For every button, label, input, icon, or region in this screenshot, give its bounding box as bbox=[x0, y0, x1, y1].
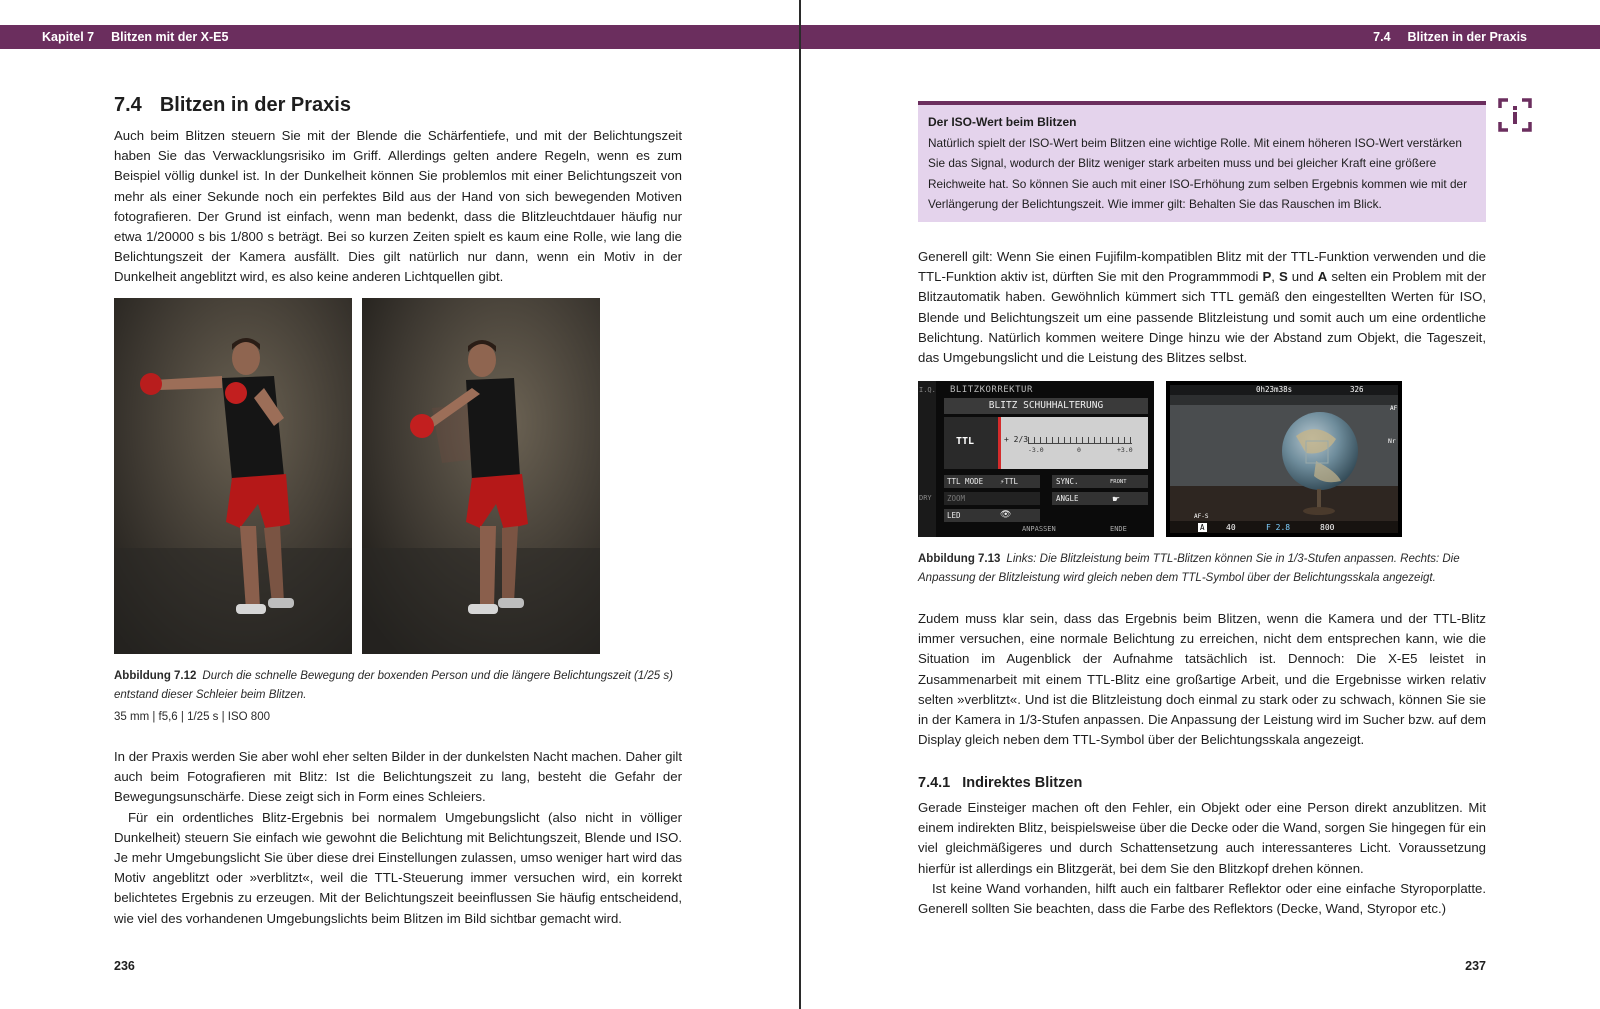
paragraph: In der Praxis werden Sie aber wohl eher selten Bilder in der dunkelsten Nacht machen. Daher gilt auch beim Fotografieren mit Blitz: Ist die Belichtungszeit zu lang, besteht die Gefahr der Bewegungsunschärfe. Diese zeigt sich in Form eines Schleiers. bbox=[114, 749, 682, 805]
menu-value: + 2/3 bbox=[1004, 435, 1029, 444]
info-icon bbox=[1498, 98, 1532, 132]
book-spine bbox=[799, 0, 801, 1009]
hand-icon: ☛ bbox=[1112, 494, 1121, 504]
paragraph: Ist keine Wand vorhanden, hilft auch ein faltbarer Reflektor oder eine einfache Styroporplatte. Generell sollten Sie beachten, dass die Farbe des Reflektors (Decke, Wand, Styropor etc.) bbox=[918, 880, 1486, 917]
header-section: 7.4 bbox=[1373, 30, 1391, 44]
info-box bbox=[918, 101, 1486, 222]
text-span: Generell gilt: Wenn Sie einen Fujifilm-kompatiblen Blitz mit der TTL-Funktion verwenden und die TTL-Funktion aktiv ist, dürften Sie mit den Programmmodi bbox=[918, 249, 1486, 285]
header-section-title: Blitzen in der Praxis bbox=[1407, 30, 1527, 44]
figure-label: Abbildung 7.13 bbox=[918, 553, 1001, 565]
vf-right-nr: Nr bbox=[1388, 437, 1396, 445]
separator: , bbox=[1271, 269, 1279, 285]
paragraph: Für ein ordentliches Blitz-Ergebnis bei normalem Umgebungslicht (also nicht in völliger Dunkelheit) steuern Sie einfach wie gewohnt die Belichtung mit Belichtungszeit, Blende und ISO. Je mehr Umgebungslicht Sie über diese drei Einstellungen zulassen, umso weniger hart wird das Motiv angeblitzt oder »verblitzt«, weil die TTL-Steuerung immer versuchen wird, ein korrekt belichtetes Ergebnis zu erzeugen. Mit der Belichtungszeit beeinflussen Sie häufig entscheidend, wie viel des vorhandenen Umgebungslichts beim Blitzen im Bild sichtbar gemacht wird. bbox=[114, 809, 682, 926]
figure-caption-text: Links: Die Blitzleistung beim TTL-Blitzen können Sie in 1/3-Stufen anpassen. Rechts: Die Anpassung der Blitzleistung wird gleich neben dem TTL-Symbol über der Belichtungsskala angezeigt. bbox=[918, 553, 1460, 584]
menu-scale-min: -3.0 bbox=[1028, 446, 1044, 454]
menu-mode: TTL bbox=[956, 436, 975, 447]
header-chapter: Kapitel 7 bbox=[42, 30, 95, 44]
camera-menu-screenshot bbox=[918, 381, 1154, 537]
mode-p: P bbox=[1262, 269, 1272, 285]
vf-shooting-mode: A bbox=[1200, 523, 1205, 532]
menu-scale-mid: 0 bbox=[1077, 446, 1081, 454]
menu-ttl-mode-label: TTL MODE bbox=[947, 477, 984, 486]
menu-ttl-mode-value: ⚡TTL bbox=[1000, 477, 1019, 486]
menu-subtitle: BLITZ SCHUHHALTERUNG bbox=[988, 400, 1104, 411]
menu-side-iq: I.Q. bbox=[919, 386, 936, 394]
boxer-photo-1 bbox=[114, 298, 352, 654]
separator: und bbox=[1287, 269, 1318, 285]
menu-title: BLITZKORREKTUR bbox=[950, 385, 1033, 395]
vf-iso: 800 bbox=[1320, 523, 1335, 532]
info-box-title: Der ISO-Wert beim Blitzen bbox=[928, 115, 1077, 129]
menu-sync-label: SYNC. bbox=[1056, 477, 1079, 486]
menu-zoom-label: ZOOM bbox=[947, 494, 966, 503]
menu-angle-label: ANGLE bbox=[1056, 494, 1079, 503]
mode-s: S bbox=[1278, 269, 1288, 285]
menu-footer-adjust: ANPASSEN bbox=[1022, 525, 1056, 533]
exif-meta: 35 mm | f5,6 | 1/25 s | ISO 800 bbox=[114, 711, 270, 723]
mode-a: A bbox=[1317, 269, 1328, 285]
figure-caption bbox=[918, 550, 1486, 587]
vf-shutter: 40 bbox=[1226, 523, 1236, 532]
menu-sync-value: FRONT bbox=[1110, 479, 1127, 485]
section-heading bbox=[114, 94, 351, 117]
vf-right-af: AF bbox=[1390, 405, 1398, 412]
info-box-text: Natürlich spielt der ISO-Wert beim Blitzen eine wichtige Rolle. Mit einem höheren ISO-Wert verstärken Sie das Signal, wodurch der Blitz weniger stark arbeiten muss und bei gleicher Kraft eine größere Reichweite hat. So können Sie auch mit einer ISO-Erhöhung zum selben Ergebnis kommen wie mit der Verlängerung der Belichtungszeit. Wie immer gilt: Behalten Sie das Rauschen im Blick. bbox=[928, 136, 1467, 212]
header-chapter-title: Blitzen mit der X-E5 bbox=[111, 30, 229, 44]
paragraph: Gerade Einsteiger machen oft den Fehler, ein Objekt oder eine Person direkt anzublitzen. Mit einem indirekten Blitz, beispielsweise über die Decke oder die Wand, sorgen Sie hingegen für ein viel gleichmäßigeres und durch Schattensetzung auch interessanteres Licht. Voraussetzung hierfür ist allerdings ein Blitzgerät, bei dem Sie den Blitzkopf drehen können. bbox=[918, 800, 1486, 876]
menu-scale-max: +3.0 bbox=[1117, 446, 1133, 454]
subsection-heading bbox=[918, 775, 1082, 791]
menu-footer-end: ENDE bbox=[1110, 525, 1127, 533]
figure-caption-text: Durch die schnelle Bewegung der boxenden Person und die längere Belichtungszeit (1/25 s) entstand dieser Schleier beim Blitzen. bbox=[114, 670, 673, 701]
section-number: 7.4 bbox=[114, 94, 142, 116]
eye-icon: 👁 bbox=[1000, 509, 1012, 519]
left-page bbox=[114, 0, 682, 1009]
paragraph: Zudem muss klar sein, dass das Ergebnis beim Blitzen, wenn die Kamera und der TTL-Blitz immer versuchen, eine normale Belichtung zu erreichen, nicht dem entsprechen kann, wie die Situation im Augenblick der Aufnahme tatsächlich ist. Dennoch: Die X-E5 leistet in Zusammenarbeit mit einem TTL-Blitz eine großartige Arbeit, und die Ergebnisse wirken relativ selten »verblitzt«. Und ist die Blitzleistung doch einmal zu stark oder zu schwach, können Sie sie in der Kamera in 1/3-Stufen anpassen. Die Anpassung der Leistung wird im Sucher bzw. auf dem Display gleich neben dem TTL-Symbol über der Belichtungsskala angezeigt. bbox=[918, 611, 1486, 748]
text-span: selten ein Problem mit der Blitzautomatik haben. Gewöhnlich kümmert sich TTL gemäß den eingestellten Werten für ISO, Blende und Belichtungszeit um eine passende Blitzleistung und somit auch um eine ordentliche Belichtung. Natürlich kommen weitere Dinge hinzu wie der Abstand zum Objekt, die Tageszeit, das Umgebungslicht und die Leistung des Blitzes selbst. bbox=[918, 269, 1486, 366]
vf-shots: 326 bbox=[1350, 385, 1364, 394]
vf-aperture: F 2.8 bbox=[1266, 523, 1291, 532]
subsection-title: Indirektes Blitzen bbox=[962, 775, 1083, 791]
boxer-photo-2 bbox=[362, 298, 600, 654]
subsection-number: 7.4.1 bbox=[918, 775, 951, 791]
figure-label: Abbildung 7.12 bbox=[114, 670, 197, 682]
figure-caption bbox=[114, 667, 682, 704]
viewfinder-screenshot bbox=[1166, 381, 1402, 537]
page-number-right: 237 bbox=[1465, 959, 1486, 973]
right-page bbox=[918, 0, 1486, 1009]
vf-focus-mode: AF-S bbox=[1194, 513, 1209, 520]
menu-led-label: LED bbox=[947, 511, 961, 520]
menu-side-dry: DRY bbox=[919, 494, 932, 502]
paragraph bbox=[918, 247, 1486, 368]
paragraph: Auch beim Blitzen steuern Sie mit der Blende die Schärfentiefe, und mit der Belichtungszeit haben Sie das Verwacklungsrisiko im Griff. Allerdings gelten andere Regeln, wenn es zum Beispiel völlig dunkel ist. In der Dunkelheit können Sie problemlos mit einer Belichtungszeit von mehr als einer Sekunde noch ein perfektes Bild aus der Hand von sich bewegenden Motiven fotografieren. Der Grund ist einfach, wenn man bedenkt, dass die Blitzleuchtdauer häufig nur etwa 1/20000 s bis 1/800 s beträgt. Bei so kurzen Zeiten spielt es kaum eine Rolle, wie lang die Belichtungszeit der Kamera ausfällt. Dies gilt natürlich nur dann, wenn ein Motiv in der Dunkelheit angeblitzt wird, es also keine anderen Lichtquellen gibt. bbox=[114, 128, 682, 285]
section-title: Blitzen in der Praxis bbox=[159, 94, 351, 116]
page-number-left: 236 bbox=[114, 959, 135, 973]
vf-time-remaining: 0h23m38s bbox=[1256, 385, 1293, 394]
